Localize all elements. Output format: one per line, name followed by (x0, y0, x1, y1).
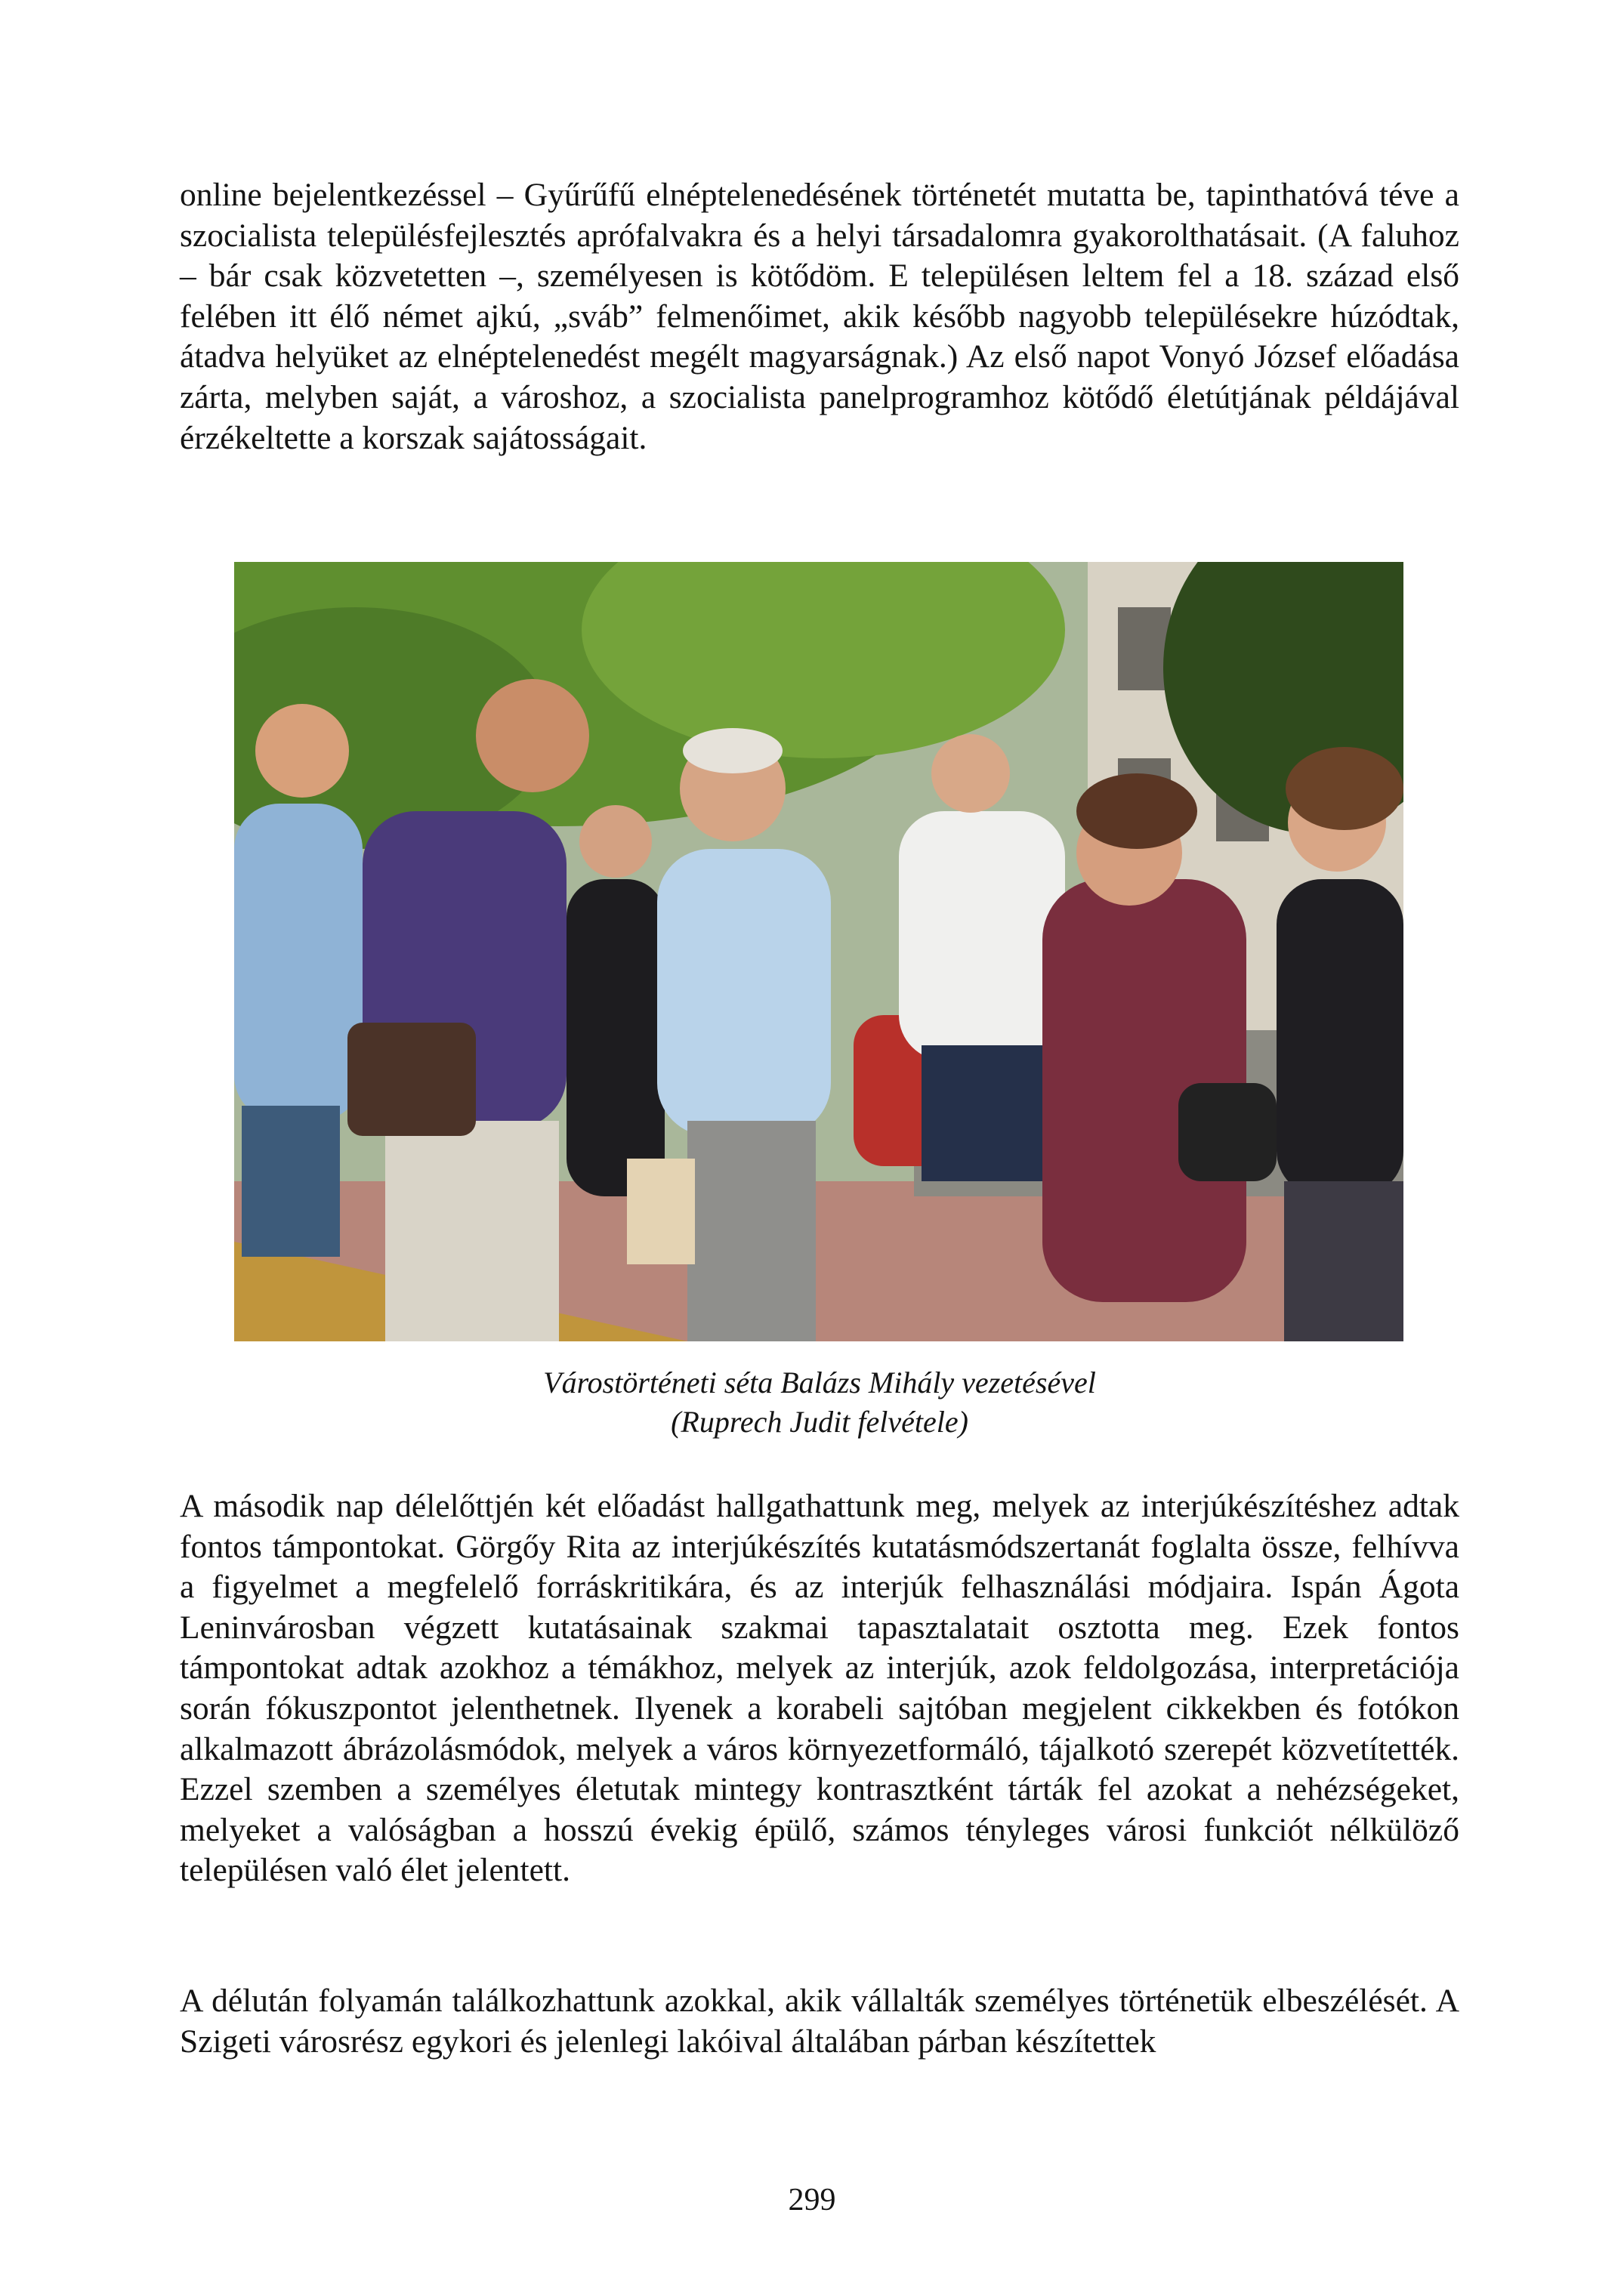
caption-line-1: Várostörténeti séta Balázs Mihály vezetésével (543, 1366, 1096, 1400)
page-number: 299 (788, 2183, 836, 2217)
paragraph-second: A második nap délelőttjén két előadást hallgathattunk meg, melyek az interjúkészítéshez adtak fontos támpontokat. Görgőy Rita az interjúkészítés kutatásmódszertanát foglalta össze, felhívva a figyelmet a megfelelő forráskritikára, és az interjúk felhasználási módjaira. Ispán Ágota Leninvárosban végzett kutatásainak szakmai tapasztalatait osztotta meg. Ezek fontos támpontokat adtak azokhoz a témákhoz, melyek az interjúk, azok feldolgozása, interpretációja során fókuszpontot jelenthetnek. Ilyenek a korabeli sajtóban megjelent cikkekben és fotókon alkalmazott ábrázolásmódok, melyek a város környezetformáló, tájalkotó szerepét közvetítették. Ezzel szemben a személyes életutak mintegy kontrasztként tárták fel azokat a nehézségeket, melyeket a valóságban a hosszú évekig épülő, számos tényleges városi funkciót nélkülöző településen való élet jelentett. (180, 1488, 1459, 1889)
paragraph-third: A délután folyamán találkozhattunk azokkal, akik vállalták személyes történetük elbeszélését. A Szigeti városrész egykori és jelenlegi lakóival általában párban készítettek (180, 1983, 1459, 2060)
caption-line-2: (Ruprech Judit felvétele) (671, 1405, 968, 1439)
paragraph-top: online bejelentkezéssel – Gyűrűfű elnéptelenedésének történetét mutatta be, tapinthatóvá téve a szocialista településfejlesztés aprófalvakra és a helyi társadalomra gyakorolthatásait. (A faluhoz – bár csak közvetetten –, személyesen is kötődöm. E településen leltem fel a 18. század első felében itt élő német ajkú, „sváb” felmenőimet, akik később nagyobb településekre húzódtak, átadva helyüket az elnéptelenedést megélt magyarságnak.) Az első napot Vonyó József előadása zárta, melyben saját, a városhoz, a szocialista panelprogramhoz kötődő életútjának példájával érzékeltette a korszak sajátosságait. (180, 177, 1459, 456)
photo-walking-tour (234, 562, 1403, 1341)
figure-caption (180, 1363, 1459, 1442)
